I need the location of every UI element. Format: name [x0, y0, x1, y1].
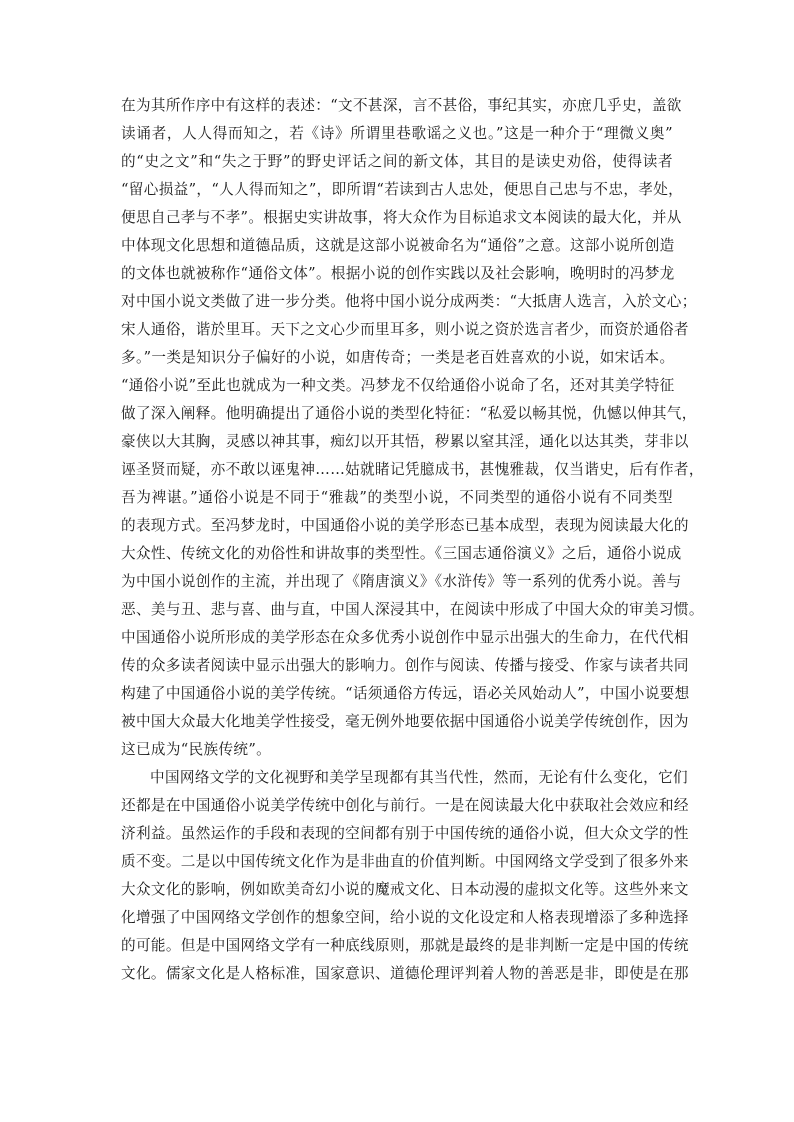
- text-line: 的表现方式。至冯梦龙时，中国通俗小说的美学形态已基本成型，表现为阅读最大化的: [121, 517, 689, 534]
- text-line: 吾为裨谌。”通俗小说是不同于“雅裁”的类型小说，不同类型的通俗小说有不同类型: [121, 489, 673, 506]
- text-line: 传的众多读者阅读中显示出强大的影响力。创作与阅读、传播与接受、作家与读者共同: [121, 657, 689, 674]
- text-line: “留心损益”，“人人得而知之”，即所谓“若读到古人忠处，便思自己忠与不忠，孝处，: [121, 181, 684, 198]
- text-line: 构建了中国通俗小说的美学传统。“话须通俗方传远，语必关风始动人”，中国小说要想: [121, 685, 690, 702]
- text-line: 为中国小说创作的主流，并出现了《隋唐演义》《水浒传》等一系列的优秀小说。善与: [121, 573, 682, 590]
- text-line: 济利益。虽然运作的手段和表现的空间都有别于中国传统的通俗小说，但大众文学的性: [121, 825, 689, 842]
- text-line: 大众文化的影响，例如欧美奇幻小说的魔戒文化、日本动漫的虚拟文化等。这些外来文: [121, 881, 689, 898]
- text-line: 文化。儒家文化是人格标准，国家意识、道德伦理评判着人物的善恶是非，即使是在那: [121, 965, 689, 982]
- text-line: 被中国大众最大化地美学性接受，毫无例外地要依据中国通俗小说美学传统创作，因为: [121, 713, 689, 730]
- text-line: 多。”一类是知识分子偏好的小说，如唐传奇；一类是老百姓喜欢的小说，如宋话本。: [121, 349, 675, 366]
- text-line: 中国通俗小说所形成的美学形态在众多优秀小说创作中显示出强大的生命力，在代代相: [121, 629, 689, 646]
- text-line: “通俗小说”至此也就成为一种文类。冯梦龙不仅给通俗小说命了名，还对其美学特征: [121, 377, 675, 394]
- text-line: 做了深入阐释。他明确提出了通俗小说的类型化特征：“私爱以畅其悦，仇憾以伸其气，: [121, 405, 697, 422]
- text-line: 便思自己孝与不孝”。根据史实讲故事，将大众作为目标追求文本阅读的最大化，并从: [121, 209, 682, 226]
- text-line: 的“史之文”和“失之于野”的野史评话之间的新文体，其目的是读史劝俗，使得读者: [121, 153, 673, 170]
- paragraph: [121, 92, 704, 764]
- text-line: 中国网络文学的文化视野和美学呈现都有其当代性，然而，无论有什么变化，它们: [150, 769, 688, 786]
- text-line: 在为其所作序中有这样的表述：“文不甚深，言不甚俗，事纪其实，亦庶几乎史，盖欲: [121, 97, 682, 114]
- text-line: 诬圣贤而疑，亦不敢以诬鬼神……姑就睹记凭臆成书，甚愧雅裁，仅当谐史，后有作者，: [121, 461, 704, 478]
- paragraph: [121, 764, 689, 988]
- text-line: 质不变。二是以中国传统文化作为是非曲直的价值判断。中国网络文学受到了很多外来: [121, 853, 689, 870]
- text-line: 对中国小说文类做了进一步分类。他将中国小说分成两类：“大抵唐人选言，入於文心；: [121, 293, 697, 310]
- text-line: 大众性、传统文化的劝俗性和讲故事的类型性。《三国志通俗演义》之后，通俗小说成: [121, 545, 682, 562]
- text-line: 还都是在中国通俗小说美学传统中创化与前行。一是在阅读最大化中获取社会效应和经: [121, 797, 689, 814]
- text-line: 中体现文化思想和道德品质，这就是这部小说被命名为“通俗”之意。这部小说所创造: [121, 237, 675, 254]
- text-line: 读诵者，人人得而知之，若《诗》所谓里巷歌谣之义也。”这是一种介于“理微义奥”: [121, 125, 673, 142]
- text-line: 恶、美与丑、悲与喜、曲与直，中国人深浸其中，在阅读中形成了中国大众的审美习惯。: [121, 601, 704, 618]
- text-line: 豪侠以大其胸，灵感以神其事，痴幻以开其悟，秽累以窒其淫，通化以达其类，芽非以: [121, 433, 689, 450]
- text-line: 化增强了中国网络文学创作的想象空间，给小说的文化设定和人格表现增添了多种选择: [121, 909, 689, 926]
- text-line: 这已成为“民族传统”。: [121, 741, 272, 758]
- text-line: 的可能。但是中国网络文学有一种底线原则，那就是最终的是非判断一定是中国的传统: [121, 937, 689, 954]
- body-text: [121, 92, 704, 988]
- text-line: 的文体也就被称作“通俗文体”。根据小说的创作实践以及社会影响，晚明时的冯梦龙: [121, 265, 675, 282]
- text-line: 宋人通俗，谐於里耳。天下之文心少而里耳多，则小说之资於选言者少，而资於通俗者: [121, 321, 689, 338]
